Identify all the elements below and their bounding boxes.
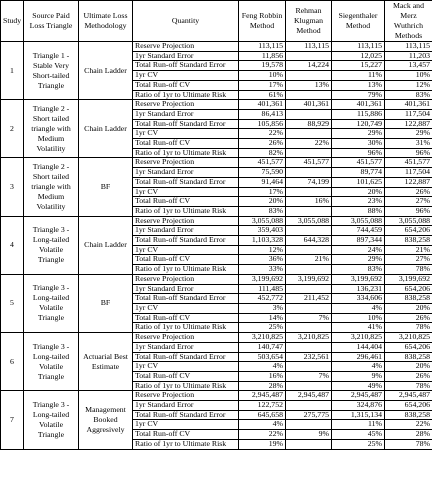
value-cell: 28% bbox=[239, 381, 286, 391]
value-cell: 20% bbox=[332, 187, 385, 197]
value-cell: 4% bbox=[239, 420, 286, 430]
quantity-cell: Total Run-off CV bbox=[133, 80, 239, 90]
quantity-cell: Total Run-off CV bbox=[133, 371, 239, 381]
value-cell bbox=[286, 439, 332, 449]
value-cell bbox=[286, 342, 332, 352]
value-cell: 88,929 bbox=[286, 119, 332, 129]
quantity-cell: Reserve Projection bbox=[133, 333, 239, 343]
value-cell: 3,199,692 bbox=[332, 274, 385, 284]
value-cell bbox=[286, 245, 332, 255]
value-cell bbox=[286, 71, 332, 81]
quantity-cell: 1yr Standard Error bbox=[133, 342, 239, 352]
quantity-cell: Ratio of 1yr to Ultimate Risk bbox=[133, 439, 239, 449]
value-cell: 21% bbox=[286, 255, 332, 265]
value-cell: 113,115 bbox=[286, 42, 332, 52]
value-cell: 24% bbox=[332, 245, 385, 255]
header-rehman-klugman: Rehman Klugman Method bbox=[286, 1, 332, 42]
source-cell: Triangle 3 - Long-tailed Volatile Triangle bbox=[24, 391, 79, 449]
quantity-cell: Reserve Projection bbox=[133, 391, 239, 401]
value-cell: 10% bbox=[332, 313, 385, 323]
value-cell: 122,752 bbox=[239, 401, 286, 411]
value-cell: 9% bbox=[286, 430, 332, 440]
value-cell: 22% bbox=[239, 129, 286, 139]
source-cell: Triangle 2 - Short tailed triangle with Medium Volatility bbox=[24, 158, 79, 216]
quantity-cell: Total Run-off CV bbox=[133, 255, 239, 265]
value-cell: 117,504 bbox=[385, 109, 432, 119]
methodology-cell: Management Booked Aggresively bbox=[79, 391, 133, 449]
value-cell: 140,747 bbox=[239, 342, 286, 352]
value-cell: 3,199,692 bbox=[286, 274, 332, 284]
value-cell: 27% bbox=[385, 197, 432, 207]
value-cell: 7% bbox=[286, 371, 332, 381]
value-cell: 83% bbox=[239, 206, 286, 216]
quantity-cell: Reserve Projection bbox=[133, 100, 239, 110]
value-cell: 105,856 bbox=[239, 119, 286, 129]
value-cell: 11,856 bbox=[239, 51, 286, 61]
quantity-cell: Total Run-off Standard Error bbox=[133, 410, 239, 420]
value-cell: 7% bbox=[286, 313, 332, 323]
value-cell: 9% bbox=[332, 371, 385, 381]
value-cell: 14% bbox=[239, 313, 286, 323]
value-cell: 26% bbox=[385, 371, 432, 381]
methodology-cell: Chain Ladder bbox=[79, 216, 133, 274]
value-cell: 12% bbox=[239, 245, 286, 255]
source-cell: Triangle 3 - Long-tailed Volatile Triangle bbox=[24, 274, 79, 332]
value-cell: 113,115 bbox=[332, 42, 385, 52]
quantity-cell: 1yr CV bbox=[133, 420, 239, 430]
value-cell: 120,749 bbox=[332, 119, 385, 129]
quantity-cell: 1yr CV bbox=[133, 245, 239, 255]
table-row bbox=[1, 42, 432, 52]
value-cell bbox=[286, 420, 332, 430]
quantity-cell: 1yr CV bbox=[133, 129, 239, 139]
quantity-cell: 1yr CV bbox=[133, 362, 239, 372]
quantity-cell: Reserve Projection bbox=[133, 216, 239, 226]
value-cell: 4% bbox=[332, 303, 385, 313]
value-cell: 36% bbox=[239, 255, 286, 265]
value-cell: 21% bbox=[385, 245, 432, 255]
value-cell: 88% bbox=[332, 206, 385, 216]
value-cell: 3,055,088 bbox=[286, 216, 332, 226]
value-cell: 2,945,487 bbox=[385, 391, 432, 401]
value-cell: 16% bbox=[239, 371, 286, 381]
value-cell: 14,224 bbox=[286, 61, 332, 71]
value-cell: 451,577 bbox=[239, 158, 286, 168]
value-cell: 17% bbox=[239, 187, 286, 197]
table-body bbox=[1, 42, 432, 450]
value-cell: 78% bbox=[385, 381, 432, 391]
value-cell: 20% bbox=[385, 362, 432, 372]
quantity-cell: 1yr Standard Error bbox=[133, 284, 239, 294]
quantity-cell: Total Run-off CV bbox=[133, 139, 239, 149]
source-cell: Triangle 3 - Long-tailed Volatile Triangle bbox=[24, 333, 79, 391]
header-source: Source Paid Loss Triangle bbox=[24, 1, 79, 42]
value-cell: 401,361 bbox=[332, 100, 385, 110]
value-cell: 26% bbox=[385, 187, 432, 197]
quantity-cell: Total Run-off Standard Error bbox=[133, 294, 239, 304]
value-cell: 89,774 bbox=[332, 168, 385, 178]
value-cell: 13% bbox=[286, 80, 332, 90]
value-cell bbox=[286, 51, 332, 61]
study-cell: 5 bbox=[1, 274, 24, 332]
value-cell: 897,344 bbox=[332, 236, 385, 246]
value-cell: 452,772 bbox=[239, 294, 286, 304]
value-cell: 49% bbox=[332, 381, 385, 391]
value-cell: 83% bbox=[385, 90, 432, 100]
quantity-cell: 1yr Standard Error bbox=[133, 109, 239, 119]
value-cell: 654,206 bbox=[385, 226, 432, 236]
header-feng-robbin: Feng Robbin Method bbox=[239, 1, 286, 42]
value-cell: 86,413 bbox=[239, 109, 286, 119]
quantity-cell: 1yr CV bbox=[133, 187, 239, 197]
study-cell: 7 bbox=[1, 391, 24, 449]
methodology-cell: Chain Ladder bbox=[79, 42, 133, 100]
value-cell: 3,199,692 bbox=[239, 274, 286, 284]
value-cell: 22% bbox=[286, 139, 332, 149]
value-cell: 26% bbox=[239, 139, 286, 149]
study-cell: 1 bbox=[1, 42, 24, 100]
value-cell: 16% bbox=[286, 197, 332, 207]
quantity-cell: 1yr Standard Error bbox=[133, 168, 239, 178]
value-cell: 838,258 bbox=[385, 352, 432, 362]
value-cell: 96% bbox=[385, 148, 432, 158]
value-cell bbox=[286, 206, 332, 216]
value-cell: 28% bbox=[385, 430, 432, 440]
quantity-cell: Ratio of 1yr to Ultimate Risk bbox=[133, 148, 239, 158]
value-cell: 11% bbox=[332, 420, 385, 430]
quantity-cell: Total Run-off Standard Error bbox=[133, 236, 239, 246]
study-cell: 2 bbox=[1, 100, 24, 158]
value-cell: 654,206 bbox=[385, 401, 432, 411]
value-cell: 29% bbox=[385, 129, 432, 139]
value-cell: 654,206 bbox=[385, 342, 432, 352]
table-row bbox=[1, 216, 432, 226]
value-cell: 83% bbox=[332, 265, 385, 275]
value-cell: 61% bbox=[239, 90, 286, 100]
value-cell: 359,403 bbox=[239, 226, 286, 236]
value-cell: 33% bbox=[239, 265, 286, 275]
study-cell: 4 bbox=[1, 216, 24, 274]
value-cell: 4% bbox=[332, 362, 385, 372]
value-cell: 1,315,134 bbox=[332, 410, 385, 420]
value-cell: 29% bbox=[332, 255, 385, 265]
value-cell: 3,055,088 bbox=[385, 216, 432, 226]
quantity-cell: Reserve Projection bbox=[133, 274, 239, 284]
value-cell: 96% bbox=[332, 148, 385, 158]
value-cell: 74,199 bbox=[286, 177, 332, 187]
quantity-cell: Total Run-off Standard Error bbox=[133, 61, 239, 71]
quantity-cell: Reserve Projection bbox=[133, 42, 239, 52]
value-cell: 22% bbox=[385, 420, 432, 430]
value-cell bbox=[286, 303, 332, 313]
value-cell: 78% bbox=[385, 323, 432, 333]
value-cell: 45% bbox=[332, 430, 385, 440]
value-cell: 401,361 bbox=[286, 100, 332, 110]
value-cell: 211,452 bbox=[286, 294, 332, 304]
value-cell bbox=[286, 226, 332, 236]
value-cell bbox=[286, 265, 332, 275]
value-cell: 838,258 bbox=[385, 410, 432, 420]
value-cell: 324,876 bbox=[332, 401, 385, 411]
value-cell: 26% bbox=[385, 313, 432, 323]
value-cell: 20% bbox=[239, 197, 286, 207]
methodology-cell: Actuarial Best Estimate bbox=[79, 333, 133, 391]
header-quantity: Quantity bbox=[133, 1, 239, 42]
value-cell: 20% bbox=[385, 303, 432, 313]
value-cell bbox=[286, 284, 332, 294]
table-row bbox=[1, 158, 432, 168]
value-cell: 3,055,088 bbox=[332, 216, 385, 226]
value-cell: 23% bbox=[332, 197, 385, 207]
quantity-cell: Ratio of 1yr to Ultimate Risk bbox=[133, 381, 239, 391]
source-cell: Triangle 3 - Long-tailed Volatile Triangle bbox=[24, 216, 79, 274]
table-row bbox=[1, 391, 432, 401]
header-methodology: Ultimate Loss Methodology bbox=[79, 1, 133, 42]
value-cell: 22% bbox=[239, 430, 286, 440]
quantity-cell: Total Run-off CV bbox=[133, 197, 239, 207]
value-cell: 115,886 bbox=[332, 109, 385, 119]
value-cell: 13,457 bbox=[385, 61, 432, 71]
value-cell: 3,210,825 bbox=[332, 333, 385, 343]
value-cell bbox=[286, 129, 332, 139]
value-cell: 1,103,328 bbox=[239, 236, 286, 246]
value-cell bbox=[286, 401, 332, 411]
value-cell: 275,775 bbox=[286, 410, 332, 420]
value-cell: 117,504 bbox=[385, 168, 432, 178]
value-cell: 12,025 bbox=[332, 51, 385, 61]
quantity-cell: 1yr Standard Error bbox=[133, 401, 239, 411]
quantity-cell: 1yr CV bbox=[133, 303, 239, 313]
value-cell bbox=[286, 381, 332, 391]
quantity-cell: 1yr CV bbox=[133, 71, 239, 81]
value-cell: 401,361 bbox=[239, 100, 286, 110]
quantity-cell: 1yr Standard Error bbox=[133, 51, 239, 61]
value-cell: 27% bbox=[385, 255, 432, 265]
value-cell: 3,199,692 bbox=[385, 274, 432, 284]
value-cell: 96% bbox=[385, 206, 432, 216]
value-cell: 2,945,487 bbox=[332, 391, 385, 401]
value-cell: 25% bbox=[239, 323, 286, 333]
value-cell: 113,115 bbox=[385, 42, 432, 52]
value-cell: 644,328 bbox=[286, 236, 332, 246]
value-cell: 144,404 bbox=[332, 342, 385, 352]
header-study: Study bbox=[1, 1, 24, 42]
value-cell: 744,459 bbox=[332, 226, 385, 236]
value-cell bbox=[286, 148, 332, 158]
header-row bbox=[1, 1, 432, 42]
value-cell: 78% bbox=[385, 439, 432, 449]
value-cell: 645,658 bbox=[239, 410, 286, 420]
value-cell: 3,055,088 bbox=[239, 216, 286, 226]
value-cell: 29% bbox=[332, 129, 385, 139]
quantity-cell: Total Run-off Standard Error bbox=[133, 177, 239, 187]
quantity-cell: Total Run-off CV bbox=[133, 313, 239, 323]
value-cell: 451,577 bbox=[286, 158, 332, 168]
quantity-cell: Total Run-off CV bbox=[133, 430, 239, 440]
value-cell: 2,945,487 bbox=[239, 391, 286, 401]
value-cell: 838,258 bbox=[385, 236, 432, 246]
quantity-cell: Total Run-off Standard Error bbox=[133, 119, 239, 129]
value-cell: 113,115 bbox=[239, 42, 286, 52]
value-cell: 11% bbox=[332, 71, 385, 81]
value-cell: 41% bbox=[332, 323, 385, 333]
value-cell: 122,887 bbox=[385, 177, 432, 187]
value-cell: 19,578 bbox=[239, 61, 286, 71]
value-cell: 401,361 bbox=[385, 100, 432, 110]
value-cell bbox=[286, 187, 332, 197]
table-row bbox=[1, 333, 432, 343]
value-cell bbox=[286, 323, 332, 333]
value-cell: 91,464 bbox=[239, 177, 286, 187]
value-cell: 2,945,487 bbox=[286, 391, 332, 401]
value-cell: 10% bbox=[239, 71, 286, 81]
methodology-cell: BF bbox=[79, 274, 133, 332]
value-cell: 3% bbox=[239, 303, 286, 313]
source-cell: Triangle 1 - Stable Very Short-tailed Triangle bbox=[24, 42, 79, 100]
value-cell: 451,577 bbox=[332, 158, 385, 168]
value-cell: 78% bbox=[385, 265, 432, 275]
value-cell: 17% bbox=[239, 80, 286, 90]
methodology-cell: BF bbox=[79, 158, 133, 216]
value-cell: 296,461 bbox=[332, 352, 385, 362]
table-row bbox=[1, 274, 432, 284]
value-cell: 232,561 bbox=[286, 352, 332, 362]
value-cell: 334,606 bbox=[332, 294, 385, 304]
study-cell: 6 bbox=[1, 333, 24, 391]
value-cell: 12% bbox=[385, 80, 432, 90]
value-cell: 13% bbox=[332, 80, 385, 90]
value-cell: 101,625 bbox=[332, 177, 385, 187]
value-cell: 503,654 bbox=[239, 352, 286, 362]
quantity-cell: Ratio of 1yr to Ultimate Risk bbox=[133, 323, 239, 333]
study-cell: 3 bbox=[1, 158, 24, 216]
header-siegenthaler: Siegenthaler Method bbox=[332, 1, 385, 42]
quantity-cell: Ratio of 1yr to Ultimate Risk bbox=[133, 265, 239, 275]
quantity-cell: Ratio of 1yr to Ultimate Risk bbox=[133, 206, 239, 216]
value-cell bbox=[286, 90, 332, 100]
value-cell: 19% bbox=[239, 439, 286, 449]
value-cell: 82% bbox=[239, 148, 286, 158]
quantity-cell: 1yr Standard Error bbox=[133, 226, 239, 236]
value-cell bbox=[286, 168, 332, 178]
value-cell: 3,210,825 bbox=[286, 333, 332, 343]
value-cell: 3,210,825 bbox=[385, 333, 432, 343]
value-cell: 4% bbox=[239, 362, 286, 372]
value-cell: 15,227 bbox=[332, 61, 385, 71]
value-cell bbox=[286, 109, 332, 119]
value-cell: 31% bbox=[385, 139, 432, 149]
value-cell: 136,231 bbox=[332, 284, 385, 294]
value-cell: 11,203 bbox=[385, 51, 432, 61]
table-row bbox=[1, 100, 432, 110]
value-cell bbox=[286, 362, 332, 372]
source-cell: Triangle 2 - Short tailed triangle with Medium Volatility bbox=[24, 100, 79, 158]
value-cell: 111,485 bbox=[239, 284, 286, 294]
quantity-cell: Ratio of 1yr to Ultimate Risk bbox=[133, 90, 239, 100]
methodology-cell: Chain Ladder bbox=[79, 100, 133, 158]
value-cell: 79% bbox=[332, 90, 385, 100]
value-cell: 25% bbox=[332, 439, 385, 449]
value-cell: 3,210,825 bbox=[239, 333, 286, 343]
quantity-cell: Total Run-off Standard Error bbox=[133, 352, 239, 362]
value-cell: 451,577 bbox=[385, 158, 432, 168]
value-cell: 30% bbox=[332, 139, 385, 149]
quantity-cell: Reserve Projection bbox=[133, 158, 239, 168]
value-cell: 10% bbox=[385, 71, 432, 81]
value-cell: 75,590 bbox=[239, 168, 286, 178]
value-cell: 838,258 bbox=[385, 294, 432, 304]
value-cell: 122,887 bbox=[385, 119, 432, 129]
header-mack-merz: Mack and Merz Wuthrich Methods bbox=[385, 1, 432, 42]
value-cell: 654,206 bbox=[385, 284, 432, 294]
